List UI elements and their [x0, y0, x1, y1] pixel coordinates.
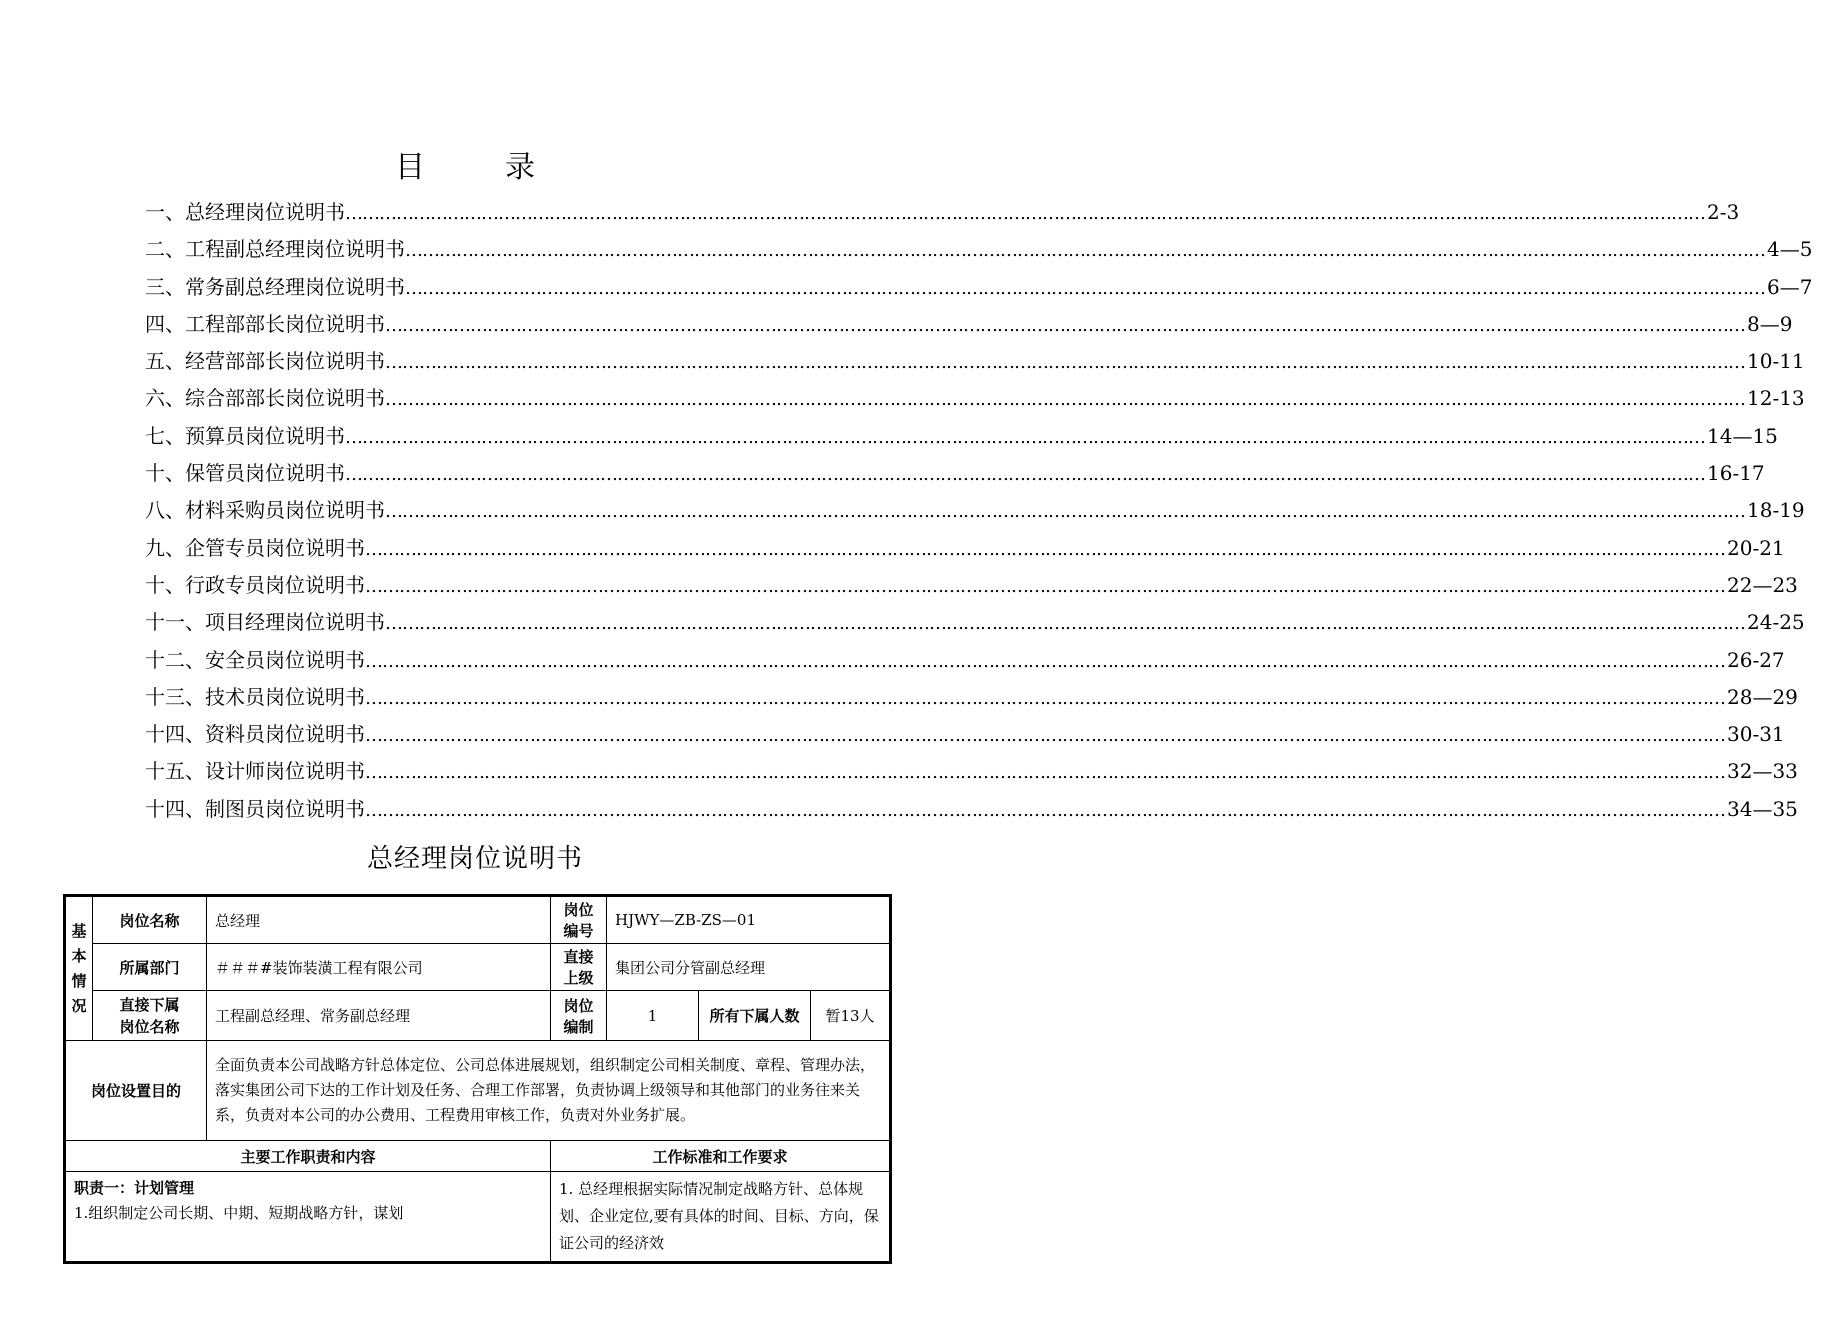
purpose-label: 岗位设置目的 [65, 1041, 207, 1141]
headcount-label: 岗位编制 [551, 991, 607, 1041]
superior-value: 集团公司分管副总经理 [607, 944, 891, 991]
toc-item-pages: 2-3 [1707, 200, 1740, 224]
toc-item [145, 793, 1798, 830]
toc-item-pages: 30-31 [1727, 722, 1785, 747]
toc-leader-dots: …………………………………………………………………………………………………………………………………………………………………………………………………………………… [365, 575, 1725, 597]
headcount-value: 1 [607, 991, 699, 1041]
toc-item [145, 681, 1798, 718]
standard-1-cell [551, 1172, 891, 1263]
department-label: 所属部门 [93, 944, 207, 991]
superior-label: 直接上级 [551, 944, 607, 991]
toc-leader-dots: …………………………………………………………………………………………………………………………………………………………………………………………………………………… [365, 650, 1725, 672]
toc-item [145, 420, 1778, 457]
subordinates-value: 工程副总经理、常务副总经理 [207, 991, 551, 1041]
standards-header: 工作标准和工作要求 [551, 1141, 891, 1172]
toc-item-label: 八、材料采购员岗位说明书 [145, 498, 385, 523]
toc-leader-dots: …………………………………………………………………………………………………………………………………………………………………………………………………………………… [365, 687, 1725, 709]
toc-item-pages: 26-27 [1727, 647, 1785, 672]
toc-item [145, 606, 1805, 643]
position-code-label: 岗位编号 [551, 896, 607, 944]
total-subordinates-value: 暂13人 [811, 991, 891, 1041]
toc-item-pages: 24-25 [1747, 610, 1805, 635]
job-description-table [63, 894, 892, 1264]
toc-item [145, 644, 1785, 681]
toc-item-label: 十四、资料员岗位说明书 [145, 722, 365, 747]
toc-leader-dots: …………………………………………………………………………………………………………………………………………………………………………………………………………………… [365, 725, 1725, 747]
toc-leader-dots: …………………………………………………………………………………………………………………………………………………………………………………………………………………… [385, 389, 1745, 411]
toc-item-pages: 12-13 [1747, 386, 1805, 411]
toc-item [145, 196, 1740, 233]
toc-item-pages: 28—29 [1727, 684, 1798, 709]
toc-item-pages: 34—35 [1727, 796, 1798, 821]
table-of-contents [145, 196, 1813, 830]
toc-leader-dots: …………………………………………………………………………………………………………………………………………………………………………………………………………………… [365, 762, 1725, 784]
subordinates-label-line-2: 岗位名称 [119, 1017, 180, 1036]
toc-leader-dots: …………………………………………………………………………………………………………………………………………………………………………………………………………………… [405, 240, 1765, 262]
toc-item-label: 十二、安全员岗位说明书 [145, 647, 365, 672]
toc-item-pages: 14—15 [1707, 423, 1778, 448]
toc-item-label: 十、行政专员岗位说明书 [145, 572, 365, 597]
subordinates-label [93, 991, 207, 1041]
toc-item-label: 一、总经理岗位说明书 [145, 200, 345, 224]
toc-item [145, 382, 1805, 419]
toc-item [145, 271, 1813, 308]
toc-item-pages: 20-21 [1727, 535, 1785, 560]
toc-item [145, 755, 1798, 792]
toc-item-label: 六、综合部部长岗位说明书 [145, 386, 385, 411]
toc-leader-dots: …………………………………………………………………………………………………………………………………………………………………………………………………………………… [385, 352, 1745, 374]
toc-leader-dots: …………………………………………………………………………………………………………………………………………………………………………………………………………………… [345, 464, 1705, 486]
toc-leader-dots: …………………………………………………………………………………………………………………………………………………………………………………………………………………… [405, 277, 1765, 299]
toc-title: 目录 [395, 150, 615, 185]
basic-info-section-label [65, 896, 93, 1041]
toc-leader-dots: …………………………………………………………………………………………………………………………………………………………………………………………………………………… [345, 426, 1705, 448]
toc-item-pages: 22—23 [1727, 572, 1798, 597]
toc-item-label: 七、预算员岗位说明书 [145, 423, 345, 448]
toc-item-pages: 6—7 [1767, 274, 1813, 299]
position-name-value: 总经理 [207, 896, 551, 944]
toc-item-label: 十一、项目经理岗位说明书 [145, 610, 385, 635]
toc-leader-dots: …………………………………………………………………………………………………………………………………………………………………………………………………………………… [365, 538, 1725, 560]
duty-1-title: 职责一：计划管理 [74, 1179, 195, 1197]
document-title: 总经理岗位说明书 [366, 844, 583, 874]
toc-item-label: 十三、技术员岗位说明书 [145, 684, 365, 709]
subordinates-label-line-1: 直接下属 [119, 995, 180, 1014]
total-subordinates-label: 所有下属人数 [699, 991, 811, 1041]
toc-item-label: 十五、设计师岗位说明书 [145, 759, 365, 784]
toc-item [145, 457, 1765, 494]
toc-item-pages: 32—33 [1727, 759, 1798, 784]
toc-item-pages: 10-11 [1747, 349, 1805, 374]
toc-leader-dots: …………………………………………………………………………………………………………………………………………………………………………………………………………………… [365, 799, 1725, 821]
duty-1-text: 1.组织制定公司长期、中期、短期战略方针，谋划 [74, 1204, 404, 1222]
toc-item-label: 十四、制图员岗位说明书 [145, 796, 365, 821]
toc-item-label: 四、工程部部长岗位说明书 [145, 311, 385, 336]
toc-item-label: 十、保管员岗位说明书 [145, 461, 345, 486]
position-code-value: HJWY—ZB-ZS—01 [607, 896, 891, 944]
toc-item [145, 494, 1805, 531]
toc-item [145, 233, 1813, 270]
duty-1-cell [65, 1172, 551, 1263]
department-value: ＃＃＃#装饰装潢工程有限公司 [207, 944, 551, 991]
toc-item-label: 九、企管专员岗位说明书 [145, 535, 365, 560]
toc-item [145, 569, 1798, 606]
toc-item-pages: 16-17 [1707, 461, 1765, 486]
standard-1-text: 1. 总经理根据实际情况制定战略方针、总体规划、企业定位,要有具体的时间、目标、方向，保证公司的经济效 [559, 1180, 879, 1252]
toc-item-label: 三、常务副总经理岗位说明书 [145, 274, 405, 299]
purpose-text: 全面负责本公司战略方针总体定位、公司总体进展规划，组织制定公司相关制度、章程、管理办法，落实集团公司下达的工作计划及任务、合理工作部署，负责协调上级领导和其他部门的业务往来关系，负责对本公司的办公费用、工程费用审核工作，负责对外业务扩展。 [207, 1041, 891, 1141]
toc-leader-dots: …………………………………………………………………………………………………………………………………………………………………………………………………………………… [385, 501, 1745, 523]
duties-header: 主要工作职责和内容 [65, 1141, 551, 1172]
toc-item [145, 345, 1805, 382]
toc-leader-dots: …………………………………………………………………………………………………………………………………………………………………………………………………………………… [345, 203, 1705, 224]
toc-item-pages: 4—5 [1767, 237, 1813, 262]
toc-item-pages: 8—9 [1747, 311, 1793, 336]
basic-info-label-text: 基本情况 [71, 921, 87, 1015]
toc-item-label: 五、经营部部长岗位说明书 [145, 349, 385, 374]
toc-leader-dots: …………………………………………………………………………………………………………………………………………………………………………………………………………………… [385, 613, 1745, 635]
toc-leader-dots: …………………………………………………………………………………………………………………………………………………………………………………………………………………… [385, 314, 1745, 336]
toc-item [145, 308, 1793, 345]
position-name-label: 岗位名称 [93, 896, 207, 944]
toc-item [145, 532, 1785, 569]
toc-item-pages: 18-19 [1747, 498, 1805, 523]
toc-item [145, 718, 1785, 755]
toc-item-label: 二、工程副总经理岗位说明书 [145, 237, 405, 262]
